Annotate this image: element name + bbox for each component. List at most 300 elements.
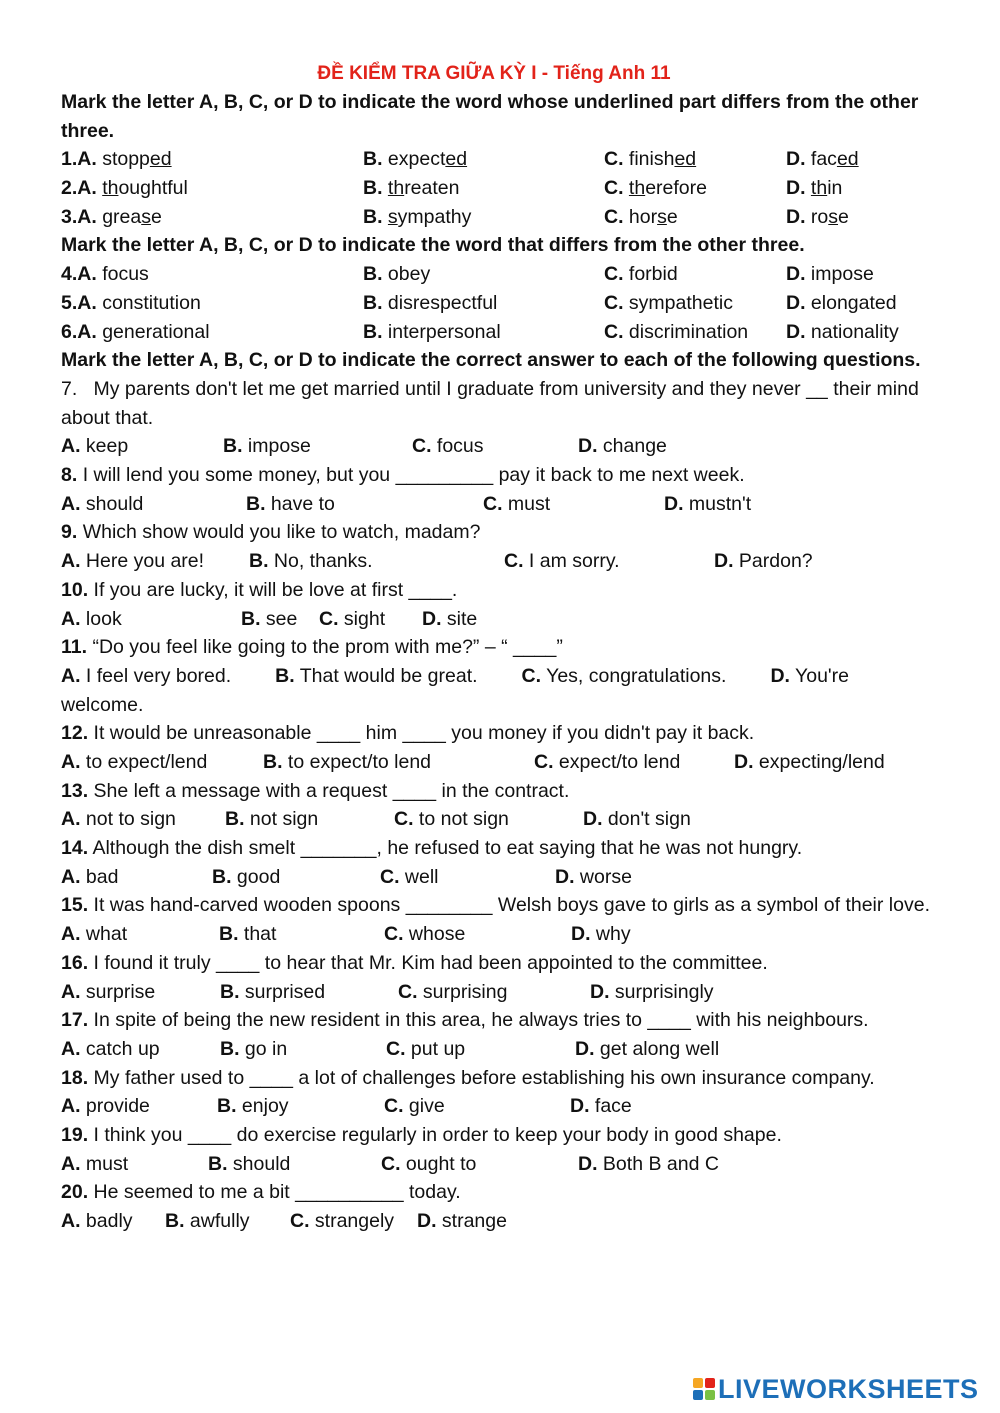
option-text: sight: [343, 607, 386, 630]
answer-options: [61, 432, 931, 461]
option-letter: D.: [786, 320, 806, 343]
question-stem: [61, 949, 931, 978]
option-letter: D.: [578, 1152, 598, 1175]
answer-option[interactable]: [786, 289, 897, 318]
answer-option[interactable]: [363, 318, 501, 347]
option-text: strangely: [314, 1210, 395, 1233]
answer-option[interactable]: [714, 547, 813, 576]
answer-option[interactable]: [394, 805, 509, 834]
option-text: surprise: [85, 980, 156, 1003]
question-stem: [61, 834, 931, 863]
option-text: strange: [441, 1210, 507, 1233]
option-letter: B.: [363, 177, 383, 200]
option-text: sympathetic: [628, 291, 733, 314]
instruction-stress: Mark the letter A, B, C, or D to indicate the word that differs from the other three.: [61, 234, 805, 257]
answer-option[interactable]: [555, 863, 632, 892]
answer-option[interactable]: [61, 1150, 128, 1179]
answer-option[interactable]: [61, 863, 118, 892]
question-text: My father used to ____ a lot of challenges before establishing his own insurance company.: [93, 1066, 875, 1089]
option-letter: A.: [61, 923, 81, 946]
option-letter: D.: [575, 1037, 595, 1060]
option-text-pre: expect: [387, 148, 446, 171]
pronunciation-questions: [61, 145, 931, 231]
question-text: Which show would you like to watch, madam?: [82, 521, 481, 544]
answer-option[interactable]: [61, 748, 207, 777]
option-letter: C.: [319, 607, 339, 630]
question-text: She left a message with a request ____ in the contract.: [93, 779, 570, 802]
option-letter: B.: [208, 1152, 228, 1175]
question-number: 4.: [61, 263, 78, 286]
underlined-part: ed: [149, 148, 172, 171]
question-text: My parents don't let me get married until I graduate from university and they never __ their mind about that.: [61, 377, 925, 429]
answer-option[interactable]: [61, 665, 231, 687]
option-text: Yes, congratulations.: [546, 664, 727, 687]
option-text: focus: [102, 263, 149, 286]
option-text: ought to: [405, 1152, 477, 1175]
answer-options: [61, 805, 931, 834]
option-letter: A.: [61, 435, 81, 458]
option-letter: C.: [380, 865, 400, 888]
answer-options: [61, 490, 931, 519]
answer-option[interactable]: [381, 1150, 476, 1179]
answer-option[interactable]: [734, 748, 885, 777]
option-text: I feel very bored.: [85, 664, 232, 687]
option-letter: C.: [290, 1210, 310, 1233]
answer-option[interactable]: [417, 1207, 507, 1236]
question-number: 11.: [61, 636, 88, 659]
question-number: 1.: [61, 148, 78, 171]
option-text: provide: [85, 1095, 150, 1118]
question-text: I think you ____ do exercise regularly in order to keep your body in good shape.: [93, 1124, 782, 1147]
answer-option[interactable]: [246, 490, 335, 519]
answer-option[interactable]: [571, 920, 631, 949]
question-text: In spite of being the new resident in this area, he always tries to ____ with his neighbours.: [93, 1009, 869, 1032]
question-number: 17.: [61, 1009, 89, 1032]
option-letter: B.: [363, 320, 383, 343]
option-text: constitution: [102, 291, 201, 314]
answer-option[interactable]: [219, 920, 276, 949]
option-letter: A.: [61, 808, 81, 831]
logo-text: LIVEWORKSHEETS: [718, 1373, 979, 1404]
option-text: impose: [810, 263, 874, 286]
answer-options: [61, 748, 931, 777]
option-letter: C.: [604, 177, 624, 200]
question-number: 6.: [61, 320, 78, 343]
question-number: 12.: [61, 722, 89, 745]
option-letter: C.: [504, 550, 524, 573]
option-letter: A.: [61, 980, 81, 1003]
underlined-part: ed: [674, 148, 697, 171]
option-letter: C.: [386, 1037, 406, 1060]
option-text: Here you are!: [85, 550, 205, 573]
logo-icon: [693, 1378, 715, 1400]
option-letter: D.: [786, 263, 806, 286]
answer-option[interactable]: [223, 432, 311, 461]
option-text-post: reaten: [404, 177, 460, 200]
answer-option[interactable]: [208, 1150, 290, 1179]
answer-option[interactable]: [61, 547, 204, 576]
option-letter: B.: [246, 492, 266, 515]
answer-option[interactable]: [522, 665, 727, 687]
option-text: see: [265, 607, 298, 630]
option-letter: C.: [604, 205, 624, 228]
option-text: change: [602, 435, 667, 458]
answer-option[interactable]: [604, 260, 678, 289]
question-number: 8.: [61, 464, 78, 487]
answer-option[interactable]: [363, 260, 430, 289]
answer-options: [61, 920, 931, 949]
answer-option[interactable]: [363, 174, 459, 203]
answer-option[interactable]: [786, 174, 842, 203]
question-number: 18.: [61, 1066, 89, 1089]
underlined-part: th: [628, 177, 646, 200]
option-text: must: [507, 492, 551, 515]
option-text: obey: [387, 263, 431, 286]
question-number: 3.: [61, 205, 78, 228]
answer-option[interactable]: [604, 145, 696, 174]
option-letter: A.: [61, 664, 81, 687]
option-letter: A.: [61, 1152, 81, 1175]
option-letter: B.: [363, 263, 383, 286]
option-text: not sign: [249, 808, 319, 831]
option-letter: D.: [570, 1095, 590, 1118]
question-row: [61, 318, 931, 347]
answer-option[interactable]: [363, 145, 467, 174]
option-text: that: [243, 923, 277, 946]
worksheet-page: [61, 60, 931, 1236]
question-text: He seemed to me a bit __________ today.: [93, 1181, 461, 1204]
option-text: look: [85, 607, 122, 630]
option-letter: A.: [61, 1037, 81, 1060]
question-row: [61, 203, 931, 232]
answer-option[interactable]: [786, 203, 849, 232]
underlined-part: th: [387, 177, 405, 200]
answer-options: [61, 1150, 931, 1179]
answer-option[interactable]: [384, 1092, 445, 1121]
answer-option[interactable]: [422, 605, 477, 634]
answer-option[interactable]: [220, 978, 325, 1007]
question-text: It was hand-carved wooden spoons ________ Welsh boys gave to girls as a symbol of their love.: [93, 894, 930, 917]
answer-option[interactable]: [604, 318, 748, 347]
question-stem: [61, 1121, 931, 1150]
answer-option[interactable]: [61, 1035, 160, 1064]
answer-option[interactable]: [275, 665, 477, 687]
answer-option[interactable]: [398, 978, 507, 1007]
answer-option[interactable]: [61, 174, 188, 203]
answer-option[interactable]: [61, 1207, 133, 1236]
answer-option[interactable]: [384, 920, 465, 949]
answer-option[interactable]: [61, 805, 176, 834]
option-text-pre: finish: [628, 148, 675, 171]
question-number: 16.: [61, 951, 89, 974]
option-letter: C.: [604, 263, 624, 286]
answer-option[interactable]: [570, 1092, 632, 1121]
question-number: 20.: [61, 1181, 89, 1204]
underlined-part: s: [657, 205, 667, 228]
option-text: have to: [270, 492, 335, 515]
answer-option[interactable]: [590, 978, 714, 1007]
option-text: to expect/to lend: [287, 751, 432, 774]
question-number: 2.: [61, 177, 78, 200]
answer-option[interactable]: [412, 432, 484, 461]
answer-option[interactable]: [534, 748, 680, 777]
answer-option[interactable]: [363, 203, 471, 232]
option-letter: A.: [61, 550, 81, 573]
option-text-pre: grea: [102, 205, 142, 228]
option-text: impose: [247, 435, 311, 458]
question-stem: [61, 1064, 931, 1093]
question-number: 10.: [61, 578, 89, 601]
option-text: bad: [85, 865, 119, 888]
question-number: 5.: [61, 291, 78, 314]
option-text-post: e: [150, 205, 162, 228]
option-text: Both B and C: [602, 1152, 719, 1175]
option-letter: D.: [786, 205, 806, 228]
answer-option[interactable]: [583, 805, 691, 834]
option-letter: B.: [241, 607, 261, 630]
option-letter: B.: [165, 1210, 185, 1233]
option-letter: C.: [604, 320, 624, 343]
question-text: Although the dish smelt _______, he refused to eat saying that he was not hungry.: [92, 837, 803, 860]
question-stem: [61, 1178, 931, 1207]
option-text: worse: [579, 865, 632, 888]
liveworksheets-logo: [693, 1374, 979, 1404]
option-letter: C.: [534, 751, 554, 774]
option-letter: A.: [61, 1210, 81, 1233]
option-text: catch up: [85, 1037, 160, 1060]
answer-option[interactable]: [290, 1207, 394, 1236]
option-letter: B.: [220, 980, 240, 1003]
option-text: to not sign: [418, 808, 509, 831]
instruction-correct-answer: Mark the letter A, B, C, or D to indicate the correct answer to each of the following questions.: [61, 349, 921, 372]
option-letter: A.: [77, 320, 97, 343]
option-text: don't sign: [607, 808, 691, 831]
answer-option[interactable]: [241, 605, 297, 634]
option-text: Pardon?: [738, 550, 813, 573]
option-letter: C.: [398, 980, 418, 1003]
option-letter: C.: [384, 1095, 404, 1118]
answer-option[interactable]: [786, 145, 859, 174]
answer-options: [61, 978, 931, 1007]
option-text-post: e: [666, 205, 678, 228]
answer-option[interactable]: [786, 260, 874, 289]
option-letter: D.: [417, 1210, 437, 1233]
answer-option[interactable]: [380, 863, 439, 892]
option-letter: D.: [664, 492, 684, 515]
option-text-post: e: [838, 205, 849, 228]
answer-option[interactable]: [263, 748, 431, 777]
option-text: to expect/lend: [85, 751, 208, 774]
answer-option[interactable]: [225, 805, 318, 834]
option-letter: D.: [734, 751, 754, 774]
option-text: surprising: [422, 980, 508, 1003]
option-letter: D.: [578, 435, 598, 458]
option-letter: C.: [384, 923, 404, 946]
answer-options: [61, 662, 931, 719]
option-letter: D.: [770, 664, 790, 687]
answer-option[interactable]: [786, 318, 899, 347]
question-stem: [61, 1006, 931, 1035]
option-text: surprised: [244, 980, 326, 1003]
answer-option[interactable]: [61, 1092, 150, 1121]
option-letter: D.: [583, 808, 603, 831]
answer-option[interactable]: [61, 289, 201, 318]
option-letter: B.: [219, 923, 239, 946]
option-letter: C.: [381, 1152, 401, 1175]
option-text: expecting/lend: [758, 751, 885, 774]
option-letter: A.: [77, 177, 97, 200]
answer-option[interactable]: [61, 145, 172, 174]
question-stem: [61, 891, 931, 920]
question-stem: [61, 461, 931, 490]
option-text: go in: [244, 1037, 288, 1060]
answer-option[interactable]: [578, 1150, 719, 1179]
option-text: elongated: [810, 291, 897, 314]
answer-option[interactable]: [217, 1092, 289, 1121]
answer-option[interactable]: [61, 318, 210, 347]
option-text: I am sorry.: [528, 550, 620, 573]
question-number: 13.: [61, 779, 89, 802]
option-text: whose: [408, 923, 466, 946]
option-letter: D.: [786, 177, 806, 200]
underlined-part: s: [828, 205, 839, 228]
underlined-part: s: [141, 205, 151, 228]
option-letter: A.: [61, 751, 81, 774]
answer-option[interactable]: [504, 547, 620, 576]
answer-option[interactable]: [61, 605, 122, 634]
underlined-part: s: [387, 205, 398, 228]
option-text: why: [595, 923, 631, 946]
option-text: disrespectful: [387, 291, 498, 314]
option-text-post: oughtful: [118, 177, 188, 200]
option-text: give: [408, 1095, 445, 1118]
option-text: surprisingly: [614, 980, 714, 1003]
option-text: awfully: [189, 1210, 250, 1233]
answer-option[interactable]: [319, 605, 385, 634]
option-letter: A.: [61, 1095, 81, 1118]
answer-option[interactable]: [220, 1035, 287, 1064]
question-stem: [61, 518, 931, 547]
option-text: mustn't: [688, 492, 752, 515]
answer-option[interactable]: [165, 1207, 250, 1236]
option-letter: B.: [212, 865, 232, 888]
option-letter: B.: [363, 291, 383, 314]
option-text: keep: [85, 435, 129, 458]
option-text: discrimination: [628, 320, 749, 343]
answer-option[interactable]: [61, 978, 155, 1007]
answer-options: [61, 547, 931, 576]
underlined-part: th: [102, 177, 119, 200]
question-stem: [61, 633, 931, 662]
option-letter: C.: [604, 148, 624, 171]
option-text-pre: stopp: [102, 148, 150, 171]
option-text: forbid: [628, 263, 678, 286]
answer-option[interactable]: [575, 1035, 719, 1064]
answer-option[interactable]: [578, 432, 667, 461]
question-row: [61, 289, 931, 318]
answer-option[interactable]: [249, 547, 373, 576]
option-letter: D.: [422, 607, 442, 630]
option-text-pre: hor: [628, 205, 658, 228]
option-text: face: [594, 1095, 632, 1118]
option-text: You're welcome.: [61, 664, 849, 716]
answer-option[interactable]: [61, 920, 127, 949]
option-letter: B.: [220, 1037, 240, 1060]
answer-options: [61, 1207, 931, 1236]
answer-option[interactable]: [363, 289, 497, 318]
answer-option[interactable]: [604, 289, 733, 318]
answer-option[interactable]: [386, 1035, 465, 1064]
option-letter: D.: [555, 865, 575, 888]
answer-options: [61, 1035, 931, 1064]
question-stem: [61, 719, 931, 748]
option-text-pre: ro: [810, 205, 829, 228]
underlined-part: th: [810, 177, 828, 200]
question-number: 19.: [61, 1124, 89, 1147]
question-stem: [61, 375, 931, 432]
answer-option[interactable]: [483, 490, 550, 519]
option-text: interpersonal: [387, 320, 501, 343]
question-row: [61, 145, 931, 174]
option-text: put up: [410, 1037, 466, 1060]
option-text: good: [236, 865, 281, 888]
question-text: “Do you feel like going to the prom with me?” – “ ____”: [92, 636, 563, 659]
underlined-part: ed: [836, 148, 859, 171]
option-letter: D.: [590, 980, 610, 1003]
option-letter: A.: [77, 291, 97, 314]
option-letter: D.: [786, 291, 806, 314]
option-text: enjoy: [241, 1095, 289, 1118]
answer-options: [61, 605, 931, 634]
stress-questions: [61, 260, 931, 346]
question-number: 14.: [61, 837, 89, 860]
option-letter: B.: [275, 664, 295, 687]
question-number: 15.: [61, 894, 89, 917]
option-letter: D.: [786, 148, 806, 171]
option-letter: A.: [77, 263, 97, 286]
answer-option[interactable]: [61, 260, 149, 289]
answer-option[interactable]: [664, 490, 751, 519]
option-letter: B.: [363, 205, 383, 228]
option-letter: C.: [604, 291, 624, 314]
option-text: must: [85, 1152, 129, 1175]
option-letter: A.: [61, 607, 81, 630]
question-stem: [61, 777, 931, 806]
answer-option[interactable]: [61, 203, 162, 232]
option-text: site: [446, 607, 478, 630]
question-text: It would be unreasonable ____ him ____ you money if you didn't pay it back.: [93, 722, 755, 745]
option-text: expect/to lend: [558, 751, 681, 774]
option-text: nationality: [810, 320, 899, 343]
option-text-post: ympathy: [397, 205, 472, 228]
answer-option[interactable]: [604, 203, 678, 232]
answer-option[interactable]: [604, 174, 707, 203]
option-text-post: in: [827, 177, 843, 200]
option-letter: A.: [77, 205, 97, 228]
option-letter: B.: [217, 1095, 237, 1118]
answer-option[interactable]: [61, 490, 143, 519]
question-text: I will lend you some money, but you _________ pay it back to me next week.: [82, 464, 745, 487]
option-text: what: [85, 923, 128, 946]
option-text-pre: fac: [810, 148, 837, 171]
option-letter: C.: [483, 492, 503, 515]
option-letter: D.: [571, 923, 591, 946]
option-text: not to sign: [85, 808, 176, 831]
question-text: If you are lucky, it will be love at first ____.: [93, 578, 458, 601]
answer-option[interactable]: [61, 432, 128, 461]
option-letter: C.: [412, 435, 432, 458]
answer-option[interactable]: [212, 863, 280, 892]
